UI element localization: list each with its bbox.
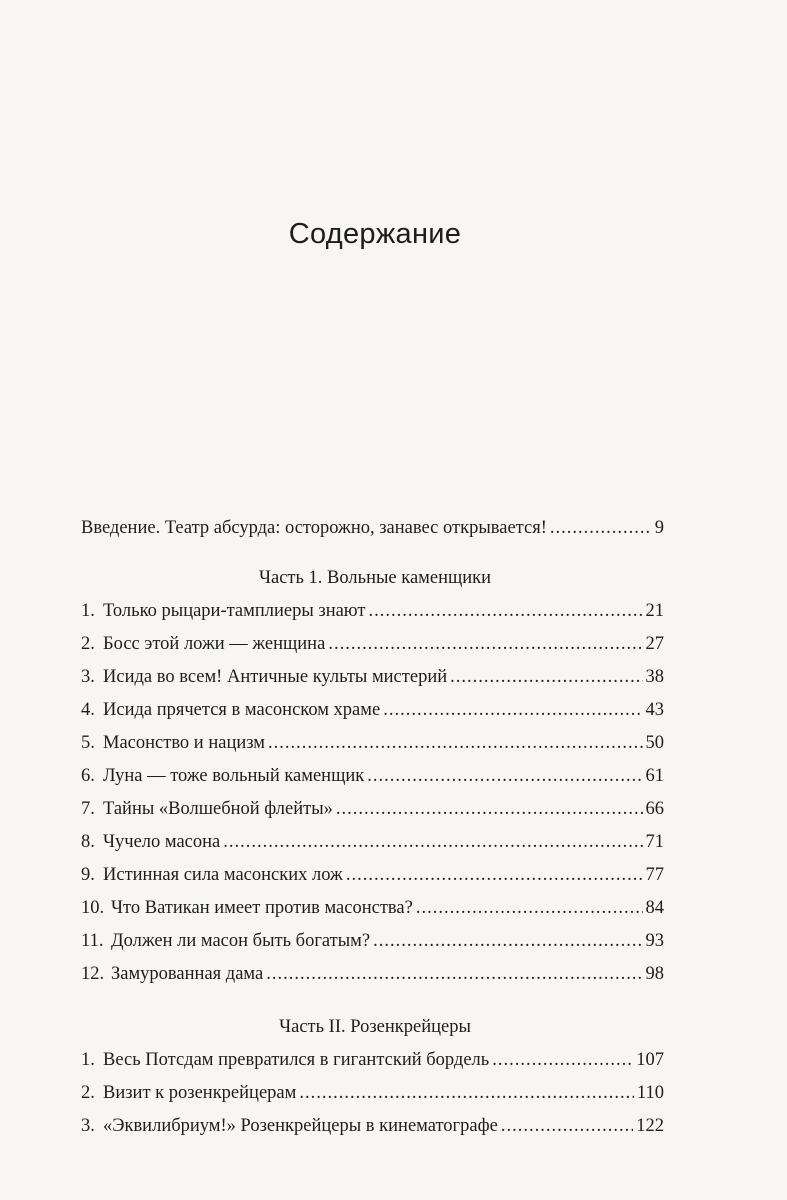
toc-leader-dots — [299, 1081, 634, 1105]
toc-entry-text: «Эквилибриум!» Розенкрейцеры в кинематографе — [103, 1116, 498, 1136]
part-heading: Часть II. Розенкрейцеры — [279, 1017, 471, 1037]
toc-entry-number: 12. — [81, 964, 105, 984]
toc-leader-dots — [336, 797, 643, 821]
toc-entry — [81, 863, 664, 887]
toc-entry — [81, 764, 664, 788]
toc-entry-page: 84 — [645, 898, 664, 918]
toc-entry-text: Замурованная дама — [111, 964, 264, 984]
toc-entry-page: 93 — [645, 931, 664, 951]
toc-entry-page: 9 — [654, 518, 664, 538]
toc-entry-number: 6. — [81, 766, 95, 786]
toc-entry-number: 1. — [81, 601, 95, 621]
toc-entry-number: 3. — [81, 1116, 95, 1136]
toc-entry-text: Исида прячется в масонском храме — [103, 700, 381, 720]
toc-entry-text: Масонство и нацизм — [103, 733, 265, 753]
toc-entry — [81, 896, 664, 920]
toc-entry-page: 38 — [645, 667, 664, 687]
toc-entry-page: 71 — [645, 832, 664, 852]
toc-entry-number: 8. — [81, 832, 95, 852]
toc-entry-text: Что Ватикан имеет против масонства? — [111, 898, 413, 918]
toc-entry-text: Визит к розенкрейцерам — [103, 1083, 297, 1103]
page-title: Содержание — [288, 218, 462, 250]
toc-leader-dots — [501, 1114, 633, 1138]
toc-intro-entry — [81, 516, 664, 540]
toc-entry — [81, 731, 664, 755]
toc-entry-page: 122 — [636, 1116, 664, 1136]
toc-entry-number: 11. — [81, 931, 104, 951]
toc-leader-dots — [328, 632, 642, 656]
toc-entry-number: 3. — [81, 667, 95, 687]
toc-leader-dots — [346, 863, 643, 887]
toc-entry-page: 21 — [645, 601, 664, 621]
toc-entry-text: Босс этой ложи — женщина — [103, 634, 326, 654]
toc-entry-page: 77 — [645, 865, 664, 885]
toc-entry — [81, 698, 664, 722]
toc-leader-dots — [550, 516, 652, 540]
part-heading: Часть 1. Вольные каменщики — [258, 568, 492, 588]
toc-entry-text: Истинная сила масонских лож — [103, 865, 343, 885]
toc-leader-dots — [383, 698, 642, 722]
toc-leader-dots — [492, 1048, 633, 1072]
toc-entry — [81, 929, 664, 953]
toc-entry — [81, 665, 664, 689]
toc-entry — [81, 830, 664, 854]
toc-entry-text: Введение. Театр абсурда: осторожно, занавес открывается! — [81, 518, 547, 538]
toc-leader-dots — [268, 731, 643, 755]
toc-entry-number: 1. — [81, 1050, 95, 1070]
toc-entry-text: Луна — тоже вольный каменщик — [103, 766, 365, 786]
toc-entry-number: 7. — [81, 799, 95, 819]
toc-entry-number: 10. — [81, 898, 105, 918]
toc-entry-page: 43 — [645, 700, 664, 720]
toc-entry — [81, 1081, 664, 1105]
toc-entry — [81, 1048, 664, 1072]
toc-entry-number: 9. — [81, 865, 95, 885]
toc-entry-page: 27 — [645, 634, 664, 654]
toc-entry-page: 107 — [636, 1050, 664, 1070]
toc-entry-text: Весь Потсдам превратился в гигантский бордель — [103, 1050, 490, 1070]
toc-entry-page: 66 — [645, 799, 664, 819]
toc-entry-number: 2. — [81, 1083, 95, 1103]
toc-entry-page: 50 — [645, 733, 664, 753]
toc-entry-text: Тайны «Волшебной флейты» — [103, 799, 333, 819]
toc-leader-dots — [368, 599, 642, 623]
toc-entry-page: 61 — [645, 766, 664, 786]
toc-entry-text: Только рыцари-тамплиеры знают — [103, 601, 366, 621]
toc-leader-dots — [416, 896, 643, 920]
toc-leader-dots — [266, 962, 642, 986]
toc-leader-dots — [373, 929, 642, 953]
toc-entry — [81, 599, 664, 623]
toc-entry-text: Должен ли масон быть богатым? — [111, 931, 371, 951]
toc-entry-number: 5. — [81, 733, 95, 753]
toc-leader-dots — [450, 665, 642, 689]
toc-entry — [81, 797, 664, 821]
toc-entry-number: 4. — [81, 700, 95, 720]
toc-entry-page: 98 — [645, 964, 664, 984]
toc-entry — [81, 632, 664, 656]
toc-entry-number: 2. — [81, 634, 95, 654]
toc-leader-dots — [367, 764, 642, 788]
toc-entry-text: Исида во всем! Античные культы мистерий — [103, 667, 448, 687]
toc-leader-dots — [223, 830, 642, 854]
toc-entry — [81, 962, 664, 986]
toc-entry-page: 110 — [636, 1083, 664, 1103]
toc-entry-text: Чучело масона — [103, 832, 221, 852]
toc-entry — [81, 1114, 664, 1138]
